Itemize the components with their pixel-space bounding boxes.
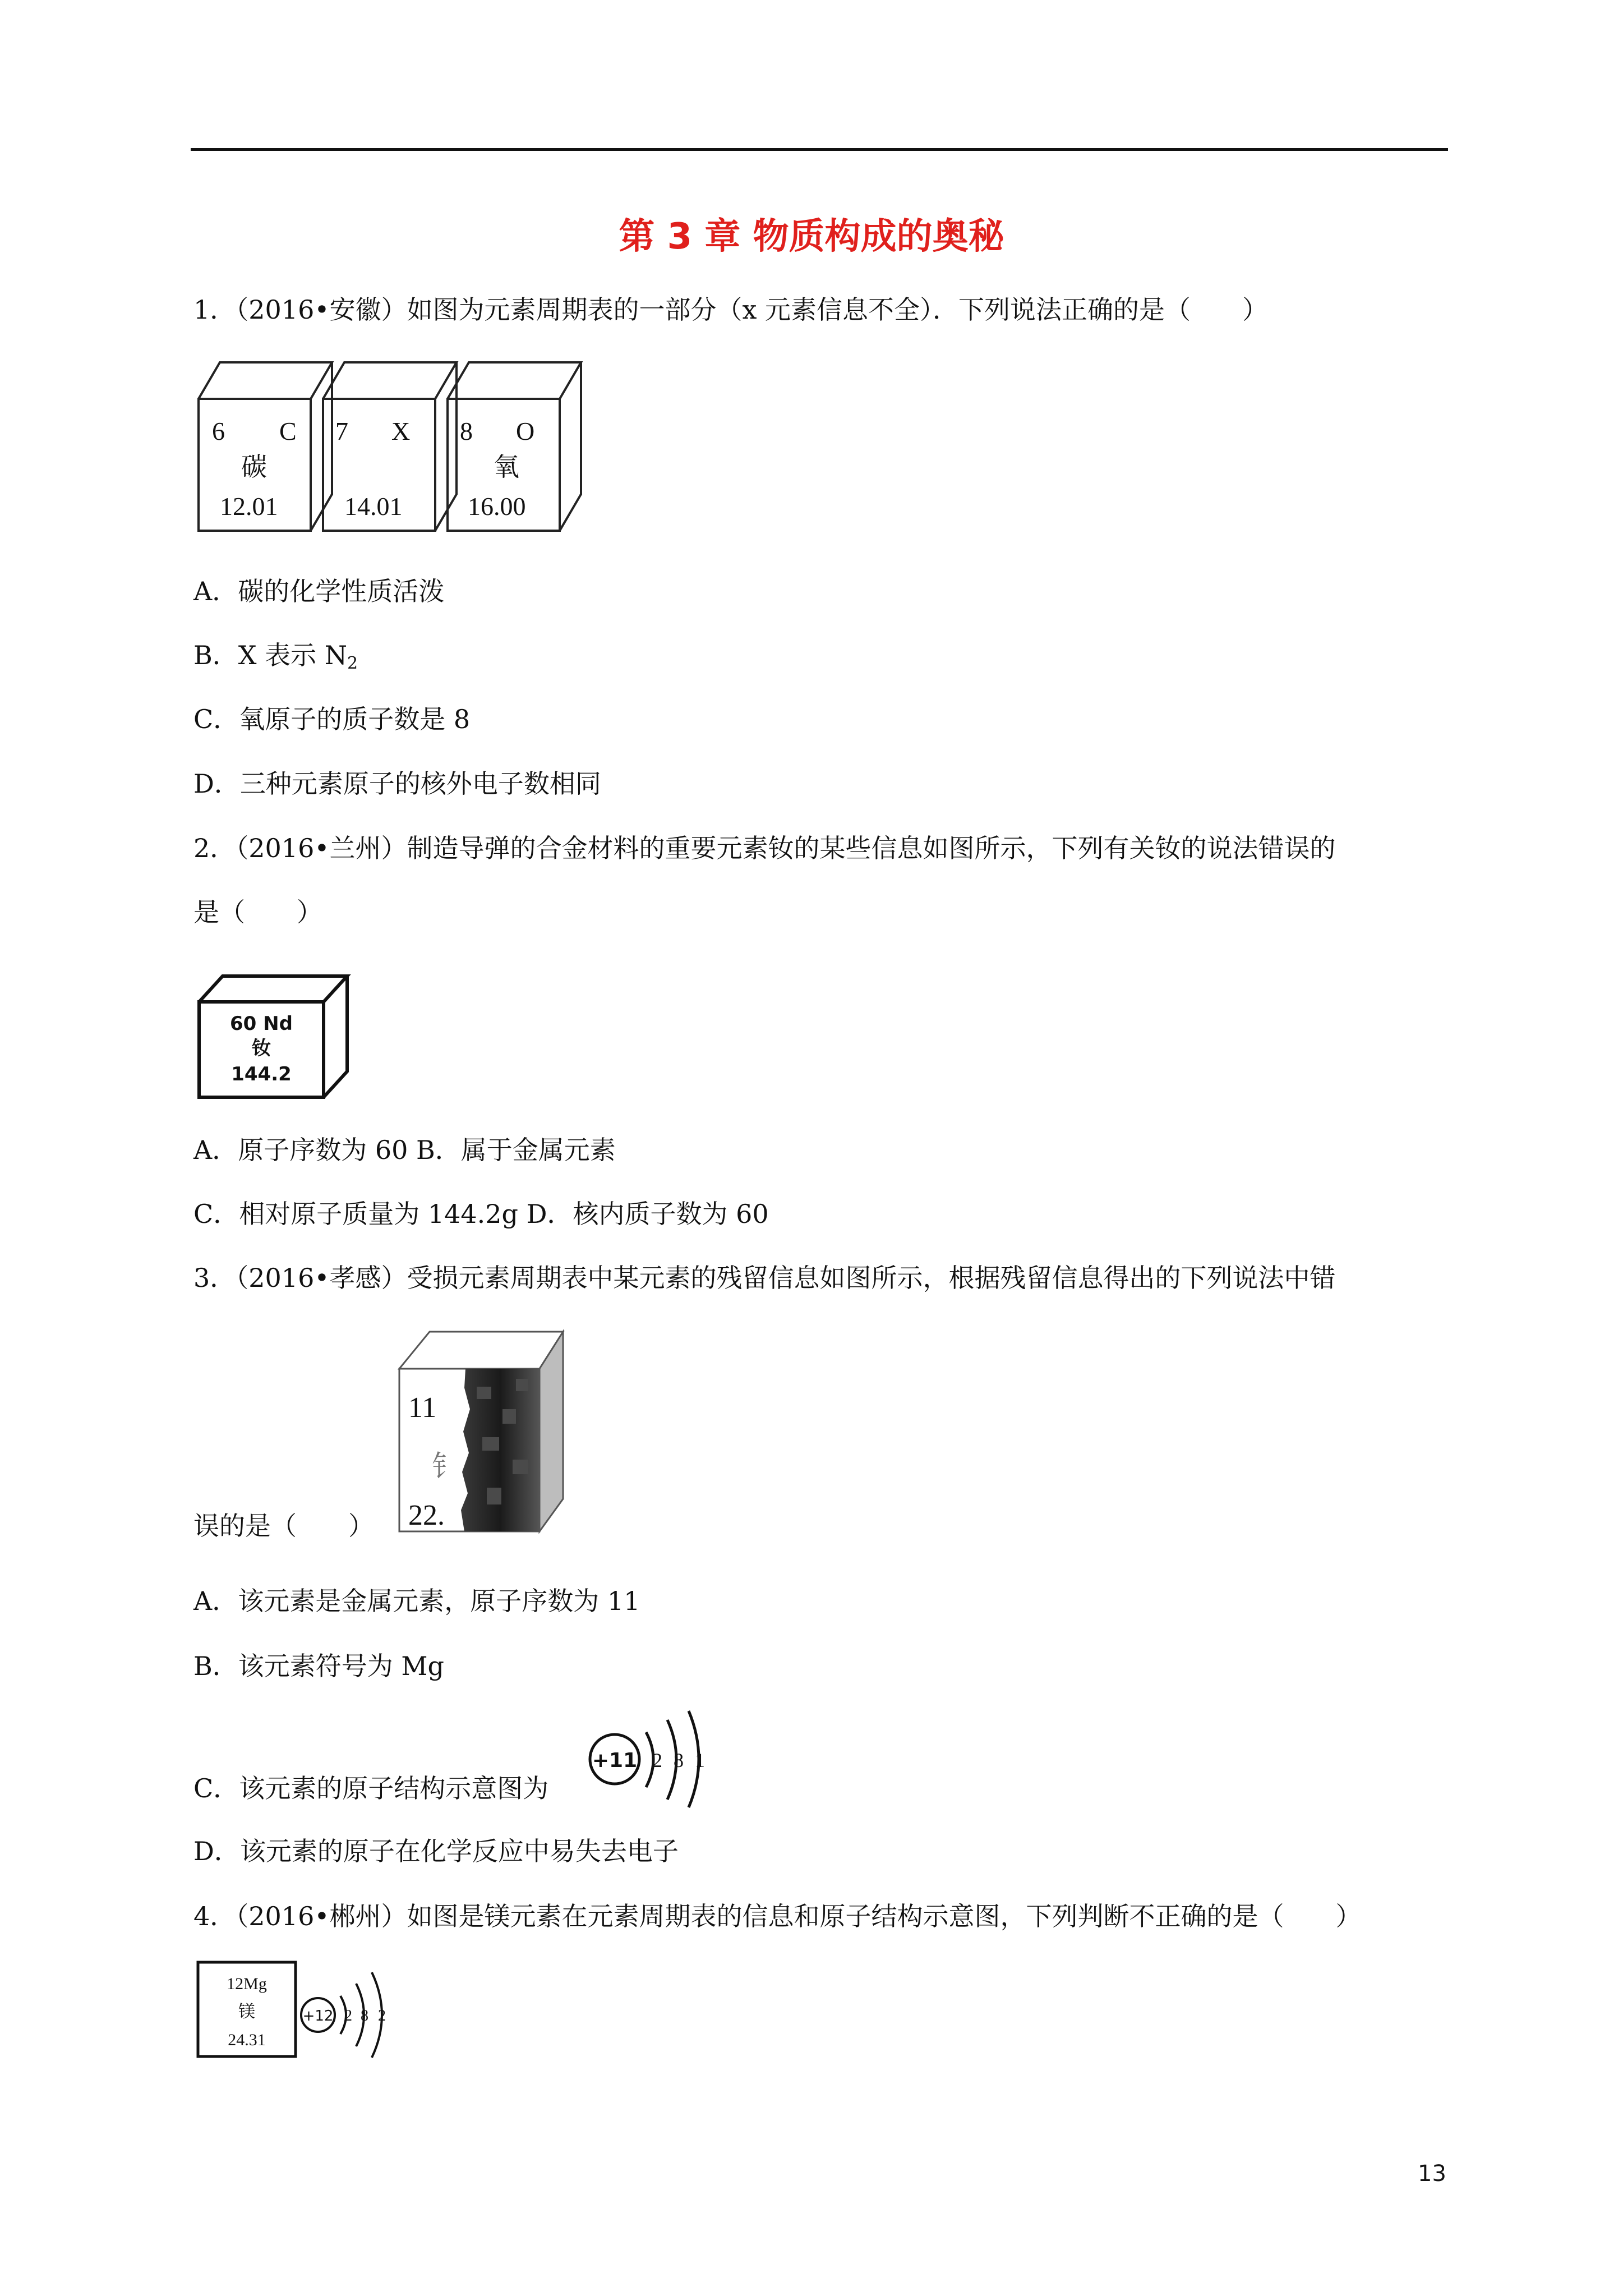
nd-cell-top: 60 Nd bbox=[230, 1013, 293, 1035]
mg-cell-top: 12Mg bbox=[227, 1975, 267, 1993]
cell-c-symbol: C bbox=[279, 417, 297, 445]
cell-x-number: 7 bbox=[335, 417, 348, 445]
damaged-cell-number: 11 bbox=[408, 1392, 437, 1424]
sodium-atom-structure bbox=[583, 1703, 718, 1810]
question-3-stem-line2: 误的是（ ） bbox=[193, 1511, 374, 1541]
q3-option-b: B．该元素符号为 Mg bbox=[193, 1651, 444, 1681]
question-3-stem-line1: 3．（2016•孝感）受损元素周期表中某元素的残留信息如图所示，根据残留信息得出的下列说法中错 bbox=[193, 1263, 1336, 1293]
mg-cell-name: 镁 bbox=[238, 2003, 255, 2021]
question-1-stem: 1．（2016•安徽）如图为元素周期表的一部分（x 元素信息不全）．下列说法正确的是（ ） bbox=[193, 295, 1269, 325]
nd-cell-name: 钕 bbox=[252, 1037, 271, 1060]
question-2-stem-line2: 是（ ） bbox=[193, 897, 322, 927]
q3-option-c: C．该元素的原子结构示意图为 bbox=[193, 1773, 549, 1803]
q1-option-d: D．三种元素原子的核外电子数相同 bbox=[193, 769, 601, 799]
cell-o-name: 氧 bbox=[494, 453, 519, 481]
question-4-stem: 4．（2016•郴州）如图是镁元素在元素周期表的信息和原子结构示意图，下列判断不正确的是（ ） bbox=[193, 1901, 1362, 1931]
q1-option-b bbox=[193, 637, 358, 682]
page-number: 13 bbox=[1418, 2161, 1446, 2187]
q1-option-b-subscript: 2 bbox=[347, 654, 358, 673]
damaged-cell-mass: 22. bbox=[408, 1499, 445, 1531]
nd-cell-mass: 144.2 bbox=[231, 1063, 292, 1085]
cell-o-number: 8 bbox=[460, 417, 473, 445]
mg-shell-2: 8 bbox=[361, 2007, 368, 2024]
q1-option-b-text: B．X 表示 N bbox=[193, 640, 348, 670]
q1-option-c: C．氧原子的质子数是 8 bbox=[193, 704, 471, 734]
sodium-shell-2: 8 bbox=[674, 1749, 684, 1772]
damaged-cell-name: 钅 bbox=[432, 1451, 462, 1483]
sodium-shell-1: 2 bbox=[652, 1749, 662, 1772]
cell-c-mass: 12.01 bbox=[220, 492, 278, 521]
cell-x-symbol: X bbox=[391, 417, 411, 445]
mg-shell-3: 2 bbox=[378, 2007, 386, 2024]
magnesium-figure bbox=[193, 1955, 407, 2068]
chapter-title: 第 3 章 物质构成的奥秘 bbox=[619, 216, 1004, 257]
q3-option-d: D．该元素的原子在化学反应中易失去电子 bbox=[193, 1836, 679, 1866]
q2-options-cd: C．相对原子质量为 144.2g D．核内质子数为 60 bbox=[193, 1199, 769, 1229]
periodic-table-figure-q1 bbox=[191, 357, 606, 542]
question-2-stem-line1: 2．（2016•兰州）制造导弹的合金材料的重要元素钕的某些信息如图所示，下列有关钕的说法错误的 bbox=[193, 833, 1336, 863]
sodium-nucleus-charge: +11 bbox=[592, 1749, 638, 1772]
cell-o-symbol: O bbox=[516, 417, 535, 445]
cell-o-mass: 16.00 bbox=[468, 492, 526, 521]
cell-c-number: 6 bbox=[212, 417, 225, 445]
mg-nucleus-charge: +12 bbox=[302, 2008, 334, 2024]
damaged-cell-figure bbox=[393, 1325, 572, 1538]
mg-shell-1: 2 bbox=[344, 2007, 352, 2024]
cell-x-mass: 14.01 bbox=[344, 492, 403, 521]
neodymium-cell-figure bbox=[193, 969, 356, 1104]
q1-option-a: A．碳的化学性质活泼 bbox=[193, 576, 445, 606]
q3-option-a: A．该元素是金属元素，原子序数为 11 bbox=[193, 1586, 640, 1616]
sodium-shell-3: 1 bbox=[695, 1749, 705, 1772]
mg-cell-mass: 24.31 bbox=[228, 2031, 266, 2049]
cell-c-name: 碳 bbox=[241, 453, 267, 481]
q2-options-ab: A．原子序数为 60 B．属于金属元素 bbox=[193, 1135, 616, 1165]
header-rule bbox=[191, 148, 1448, 151]
